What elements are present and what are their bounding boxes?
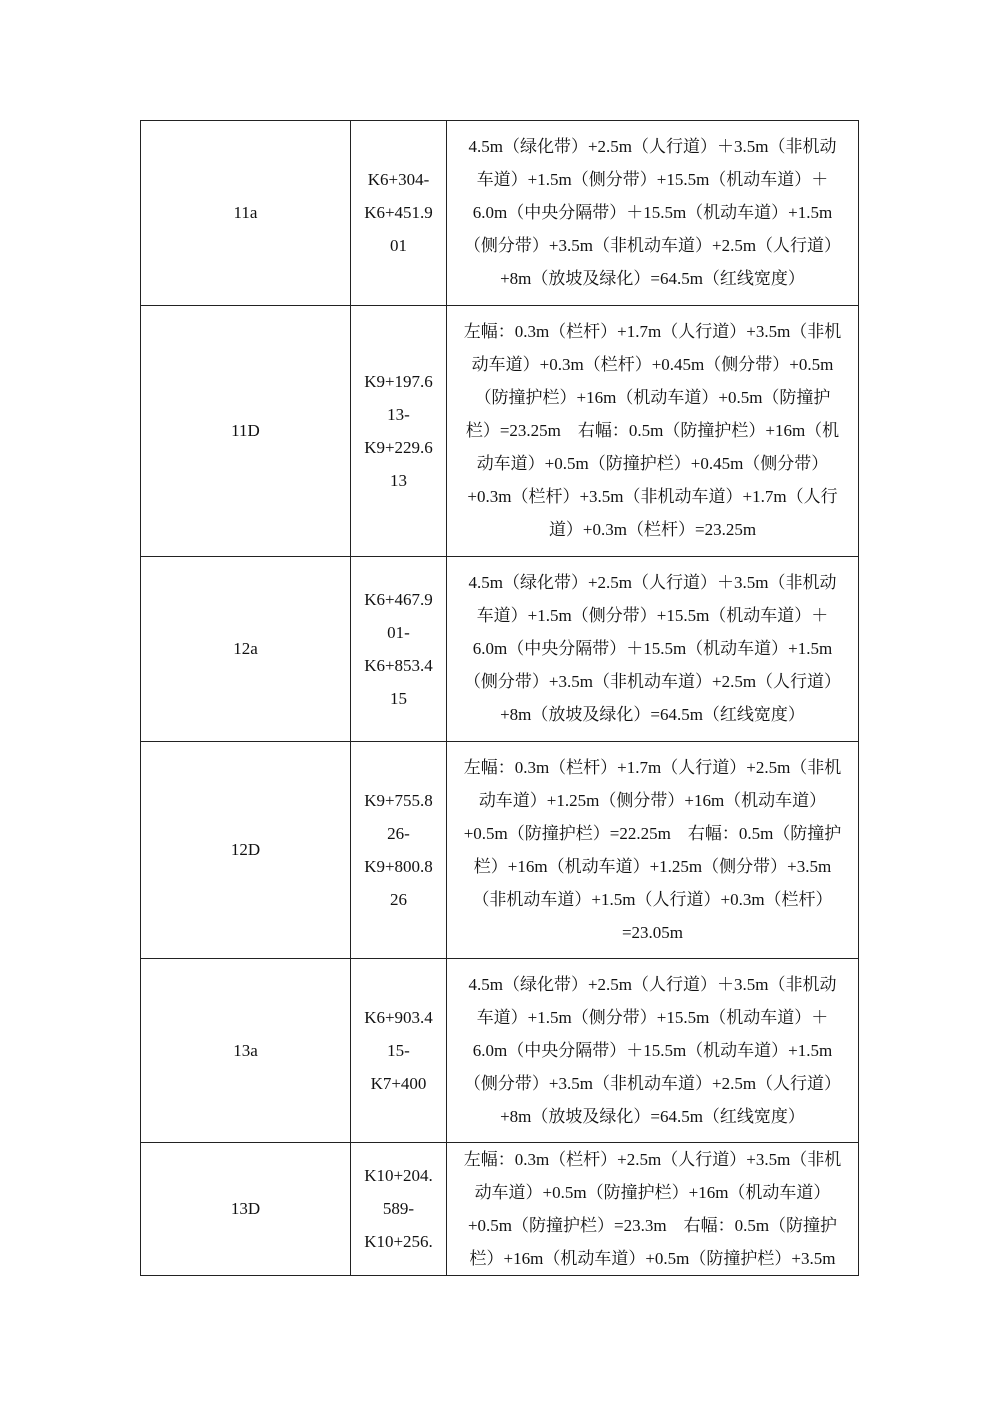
- station-range-line: K9+755.8: [364, 790, 433, 810]
- section-id: 13a: [233, 1040, 258, 1060]
- section-composition-cell: [447, 305, 859, 556]
- station-range-cell: [351, 121, 447, 305]
- station-range-line: 01-: [387, 622, 410, 642]
- section-composition-line: （非机动车道）+1.5m（人行道）+0.3m（栏杆）: [472, 889, 833, 909]
- section-composition-line: 车道）+1.5m（侧分带）+15.5m（机动车道）＋: [476, 1007, 829, 1027]
- section-composition-line: 动车道）+0.5m（防撞护栏）+16m（机动车道）: [474, 1182, 831, 1202]
- section-composition-line: 4.5m（绿化带）+2.5m（人行道）＋3.5m（非机动: [468, 573, 837, 592]
- station-range-line: 26-: [387, 823, 410, 843]
- section-composition-line: 道）+0.3m（栏杆）=23.25m: [548, 520, 757, 539]
- section-id: 13D: [230, 1199, 261, 1218]
- section-composition-line: +8m（放坡及绿化）=64.5m（红线宽度）: [500, 269, 805, 289]
- section-composition-line: 动车道）+0.5m（防撞护栏）+0.45m（侧分带）: [476, 454, 829, 473]
- section-composition-line: （侧分带）+3.5m（非机动车道）+2.5m（人行道）: [463, 236, 842, 256]
- station-range-line: K9+800.8: [364, 856, 433, 876]
- station-range-line: 13: [390, 470, 407, 490]
- table-row: [141, 1142, 858, 1275]
- section-composition-line: 6.0m（中央分隔带）＋15.5m（机动车道）+1.5m: [472, 639, 833, 658]
- station-range-line: 15-: [387, 1040, 410, 1060]
- station-range-line: 15: [390, 688, 407, 708]
- section-id: 12D: [230, 840, 261, 859]
- section-composition-line: 4.5m（绿化带）+2.5m（人行道）＋3.5m（非机动: [468, 137, 837, 157]
- station-range-cell: [351, 741, 447, 958]
- section-composition-line: 动车道）+0.3m（栏杆）+0.45m（侧分带）+0.5m: [471, 355, 834, 374]
- section-composition-line: 左幅：0.3m（栏杆）+2.5m（人行道）+3.5m（非机: [463, 1149, 842, 1169]
- station-range-line: K10+204.: [364, 1166, 433, 1185]
- station-range-line: 589-: [382, 1199, 415, 1218]
- station-range-line: 13-: [387, 404, 410, 424]
- station-range-cell: [351, 556, 447, 741]
- section-composition-line: 动车道）+1.25m（侧分带）+16m（机动车道）: [478, 790, 827, 810]
- section-composition-cell: [447, 121, 859, 305]
- section-composition-line: （侧分带）+3.5m（非机动车道）+2.5m（人行道）: [463, 1073, 842, 1093]
- section-composition-line: +0.5m（防撞护栏）=23.3m 右幅：0.5m（防撞护: [467, 1215, 838, 1235]
- section-id: 12a: [233, 639, 258, 658]
- table-row: [141, 741, 858, 958]
- station-range-line: 26: [390, 889, 407, 909]
- station-range-line: K6+451.9: [364, 203, 433, 223]
- section-id-cell: [141, 1142, 351, 1275]
- table-body: [141, 121, 858, 1275]
- cross-section-table-frame: [140, 120, 859, 1276]
- station-range-line: K6+304-: [367, 170, 430, 190]
- section-id: 11a: [233, 203, 258, 223]
- station-range-line: K6+467.9: [364, 589, 433, 609]
- station-range-cell: [351, 305, 447, 556]
- station-range-line: K9+229.6: [364, 437, 433, 457]
- section-composition-line: +8m（放坡及绿化）=64.5m（红线宽度）: [500, 1106, 805, 1126]
- section-composition-line: +8m（放坡及绿化）=64.5m（红线宽度）: [500, 705, 805, 724]
- section-composition-line: 车道）+1.5m（侧分带）+15.5m（机动车道）＋: [476, 170, 829, 190]
- section-composition-line: +0.3m（栏杆）+3.5m（非机动车道）+1.7m（人行: [467, 487, 838, 506]
- section-id: 11D: [231, 421, 260, 440]
- section-composition-line: 车道）+1.5m（侧分带）+15.5m（机动车道）＋: [476, 606, 829, 625]
- section-id-cell: [141, 741, 351, 958]
- station-range-cell: [351, 1142, 447, 1275]
- section-composition-line: =23.05m: [621, 922, 684, 942]
- table-row: [141, 121, 858, 305]
- section-composition-line: 4.5m（绿化带）+2.5m（人行道）＋3.5m（非机动: [468, 974, 837, 994]
- section-composition-line: 6.0m（中央分隔带）＋15.5m（机动车道）+1.5m: [472, 203, 833, 223]
- station-range-line: K9+197.6: [364, 371, 433, 391]
- section-composition-cell: [447, 556, 859, 741]
- section-composition-line: （防撞护栏）+16m（机动车道）+0.5m（防撞护: [474, 388, 831, 407]
- station-range-line: K10+256.: [364, 1232, 433, 1251]
- table-row: [141, 305, 858, 556]
- station-range-line: K7+400: [370, 1073, 427, 1093]
- section-composition-line: 6.0m（中央分隔带）＋15.5m（机动车道）+1.5m: [472, 1040, 833, 1060]
- section-composition-line: 栏）+16m（机动车道）+0.5m（防撞护栏）+3.5m: [469, 1248, 836, 1268]
- section-id-cell: [141, 556, 351, 741]
- section-composition-line: （侧分带）+3.5m（非机动车道）+2.5m（人行道）: [463, 672, 842, 691]
- table-row: [141, 556, 858, 741]
- section-composition-line: 栏）=23.25m 右幅：0.5m（防撞护栏）+16m（机: [465, 421, 840, 440]
- station-range-cell: [351, 958, 447, 1142]
- station-range-line: K6+853.4: [364, 655, 433, 675]
- section-composition-cell: [447, 958, 859, 1142]
- section-id-cell: [141, 305, 351, 556]
- section-id-cell: [141, 121, 351, 305]
- section-composition-line: +0.5m（防撞护栏）=22.25m 右幅：0.5m（防撞护: [463, 823, 842, 843]
- section-composition-cell: [447, 741, 859, 958]
- table-row: [141, 958, 858, 1142]
- station-range-line: K6+903.4: [364, 1007, 433, 1027]
- section-composition-line: 左幅：0.3m（栏杆）+1.7m（人行道）+2.5m（非机: [463, 757, 842, 777]
- section-id-cell: [141, 958, 351, 1142]
- station-range-line: 01: [390, 236, 407, 256]
- cross-section-table: [141, 121, 858, 1276]
- section-composition-cell: [447, 1142, 859, 1275]
- section-composition-line: 左幅：0.3m（栏杆）+1.7m（人行道）+3.5m（非机: [463, 322, 842, 341]
- section-composition-line: 栏）+16m（机动车道）+1.25m（侧分带）+3.5m: [473, 856, 832, 876]
